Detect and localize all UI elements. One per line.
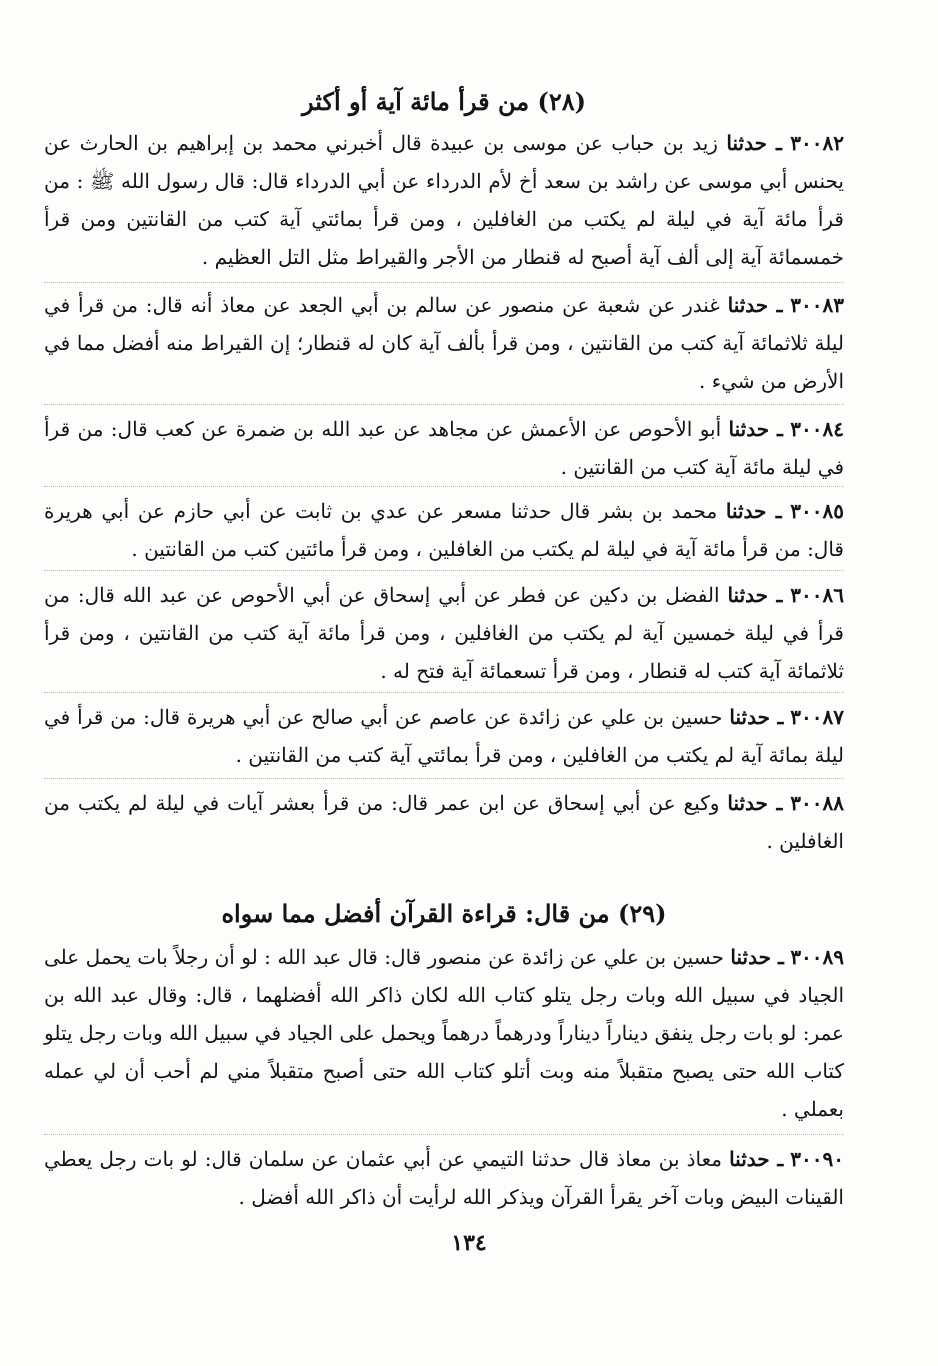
hadith-lead: ـ حدثنا: [727, 791, 783, 815]
hadith-text: حسين بن علي عن زائدة عن عاصم عن أبي صالح عن أبي هريرة قال: من قرأ في ليلة بمائة آية لم يكتب من الغافلين ، ومن قرأ بمائتي آية كتب من القانتين .: [44, 705, 844, 767]
hadith-text: محمد بن بشر قال حدثنا مسعر عن عدي بن ثابت عن أبي حازم عن أبي هريرة قال: من قرأ مائة آية في ليلة لم يكتب من الغافلين ، ومن قرأ مائتين كتب من القانتين .: [44, 499, 844, 561]
hadith-text: وكيع عن أبي إسحاق عن ابن عمر قال: من قرأ بعشر آيات في ليلة لم يكتب من الغافلين .: [44, 791, 844, 853]
hadith-text: أبو الأحوص عن الأعمش عن مجاهد عن عبد الله بن ضمرة عن كعب قال: من قرأ في ليلة مائة آية كتب من القانتين .: [44, 417, 844, 479]
entry-divider: [44, 404, 844, 405]
hadith-lead: ـ حدثنا: [725, 499, 782, 523]
hadith-lead: ـ حدثنا: [726, 131, 782, 155]
hadith-number: ٣٠٠٨٨: [790, 791, 844, 815]
hadith-entry: [44, 1140, 844, 1216]
hadith-lead: ـ حدثنا: [727, 293, 783, 317]
hadith-number: ٣٠٠٨٤: [790, 417, 844, 441]
page-number: ١٣٤: [451, 1230, 487, 1256]
hadith-entry: [44, 492, 844, 568]
entry-divider: [44, 486, 844, 487]
hadith-number: ٣٠٠٩٠: [790, 1147, 845, 1171]
hadith-number: ٣٠٠٨٣: [790, 293, 844, 317]
hadith-entry: [44, 410, 844, 486]
hadith-entry: [44, 286, 844, 400]
entry-divider: [44, 282, 844, 283]
hadith-lead: ـ حدثنا: [729, 705, 784, 729]
hadith-number: ٣٠٠٨٩: [790, 945, 845, 969]
entry-divider: [44, 1134, 844, 1135]
hadith-entry: [44, 938, 844, 1128]
entry-divider: [44, 778, 844, 779]
hadith-entry: [44, 698, 844, 774]
hadith-lead: ـ حدثنا: [730, 945, 784, 969]
hadith-text: غندر عن شعبة عن منصور عن سالم بن أبي الجعد عن معاذ أنه قال: من قرأ في ليلة ثلاثمائة آية كتب من القانتين ، ومن قرأ بألف آية كان له قنطار؛ إن القيراط منه أفضل مما في الأرض من شيء .: [44, 293, 844, 393]
hadith-text: معاذ بن معاذ قال حدثنا التيمي عن أبي عثمان عن سلمان قال: لو بات رجل يعطي القينات البيض وبات آخر يقرأ القرآن ويذكر الله لرأيت أن ذاكر الله أفضل .: [44, 1147, 844, 1209]
hadith-entry: [44, 124, 844, 276]
hadith-number: ٣٠٠٨٧: [790, 705, 844, 729]
hadith-text: زيد بن حباب عن موسى بن عبيدة قال أخبرني محمد بن إبراهيم بن الحارث عن يحنس أبي موسى عن راشد بن سعد أخ لأم الدرداء عن أبي الدرداء قال: قال رسول الله ﷺ : من قرأ مائة آية في ليلة لم يكتب من الغافلين ، ومن قرأ بمائتي آية كتب من القانتين ومن قرأ خمسمائة آية إلى ألف آية أصبح له قنطار من الأجر والقيراط مثل التل العظيم .: [44, 131, 844, 269]
hadith-lead: ـ حدثنا: [728, 417, 783, 441]
hadith-number: ٣٠٠٨٢: [790, 131, 844, 155]
hadith-text: حسين بن علي عن زائدة عن منصور قال: قال عبد الله : لو أن رجلاً بات يحمل على الجياد في سبيل الله وبات رجل يتلو كتاب الله لكان ذاكر الله أفضلهما ، قال: وقال عبد الله بن عمر: لو بات رجل ينفق ديناراً ديناراً ودرهماً درهماً ويحمل على الجياد في سبيل الله وبات رجل يتلو كتاب الله حتى يصبح متقبلاً منه وبت أتلو كتاب الله حتى أصبح متقبلاً مني لم أحب أن لي عمله بعملي .: [44, 945, 844, 1121]
entry-divider: [44, 570, 844, 571]
entry-divider: [44, 692, 844, 693]
hadith-lead: ـ حدثنا: [729, 1147, 784, 1171]
hadith-text: الفضل بن دكين عن فطر عن أبي إسحاق عن أبي الأحوص عن عبد الله قال: من قرأ في ليلة خمسين آية لم يكتب من الغافلين ، ومن قرأ مائة آية كتب من القانتين ، ومن قرأ ثلاثمائة آية كتب له قنطار ، ومن قرأ تسعمائة آية فتح له .: [44, 583, 844, 683]
hadith-number: ٣٠٠٨٦: [790, 583, 844, 607]
section-heading-28: (٢٨) من قرأ مائة آية أو أكثر: [302, 87, 586, 116]
hadith-entry: [44, 576, 844, 690]
hadith-lead: ـ حدثنا: [727, 583, 783, 607]
hadith-number: ٣٠٠٨٥: [790, 499, 844, 523]
section-heading-29: (٢٩) من قال: قراءة القرآن أفضل مما سواه: [221, 899, 667, 928]
hadith-entry: [44, 784, 844, 860]
